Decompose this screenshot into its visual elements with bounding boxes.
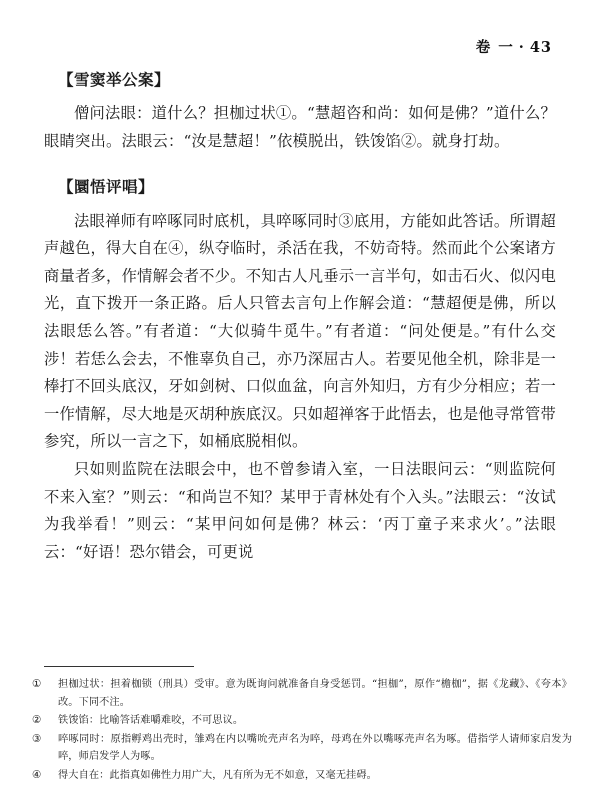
footnote-item xyxy=(32,712,572,730)
paragraph-pingchang-2: 只如则监院在法眼会中，也不曾参请入室，一日法眼问云：“则监院何不来入室？”则云：“和尚岂不知？某甲于青林处有个入头。”法眼云：“汝试为我举看！”则云：“某甲问如何是佛？林云：‘丙丁童子来求火’。”法眼云：“好语！恐尔错会，可更说 xyxy=(44,460,556,561)
running-head-volume-number: 一 xyxy=(498,39,514,56)
footnote-text: 担枷过状：担着枷锁（刑具）受审。意为既询问就准备自身受惩罚。“担枷”，原作“檐枷”，据《龙藏》、《夸本》改。下同不注。 xyxy=(58,679,572,708)
running-head-separator: · xyxy=(518,39,525,56)
footnote-divider xyxy=(44,666,194,667)
footnote-item xyxy=(32,676,572,711)
footnote-marker: ② xyxy=(32,714,42,726)
running-head xyxy=(476,36,552,57)
footnote-marker: ④ xyxy=(32,768,42,781)
footnote-list xyxy=(32,676,572,785)
footnote-text: 啐啄同时：原指孵鸡出壳时，雏鸡在内以嘴吮壳声名为啐，母鸡在外以嘴啄壳声名为啄。借指学人请师家启发为啐，师启发学人为啄。 xyxy=(58,733,572,762)
section-heading-gongan: 【雪窦举公案】 xyxy=(58,70,171,89)
section-heading-pingchang: 【圜悟评唱】 xyxy=(58,177,155,197)
paragraph-pingchang-1: 法眼禅师有啐啄同时底机，具啐啄同时③底用，方能如此答话。所谓超声越色，得大自在④，纵夺临时，杀活在我，不妨奇特。然而此个公案诸方商量者多，作情解会者不少。不知古人凡垂示一言半句，如击石火、似闪电光，直下拨开一条正路。后人只管去言句上作解会道：“慧超便是佛，所以法眼恁么答。”有者道：“大似骑牛觅牛。”有者道：“问处便是。”有什么交涉！若恁么会去，不惟辜负自己，亦乃深屈古人。若要见他全机，除非是一棒打不回头底汉，牙如剑树、口似血盆，向言外知归，方有少分相应；若一一作情解，尽大地是灭胡种族底汉。只如超禅客于此悟去，也是他寻常管带参究，所以一言之下，如桶底脱相似。 xyxy=(44,211,556,451)
footnote-marker: ③ xyxy=(32,732,42,745)
paragraph-gongan-1: 僧问法眼：道什么？担枷过状①。“慧超咨和尚：如何是佛？”道什么？眼睛突出。法眼云：“汝是慧超！”依模脱出，铁馂馅②。就身打劫。 xyxy=(44,104,556,150)
body-column xyxy=(44,68,556,566)
footnote-item xyxy=(32,731,572,766)
page-number: 43 xyxy=(529,39,552,56)
running-head-volume-label: 卷 xyxy=(475,39,492,56)
footnote-text: 铁馂馅：比喻答话难嚼难咬，不可思议。 xyxy=(58,715,244,726)
footnote-item xyxy=(32,767,572,785)
footnote-text: 得大自在：此指真如佛性力用广大，凡有所为无不如意，又毫无挂碍。 xyxy=(58,769,377,781)
footnote-marker: ① xyxy=(32,678,42,690)
